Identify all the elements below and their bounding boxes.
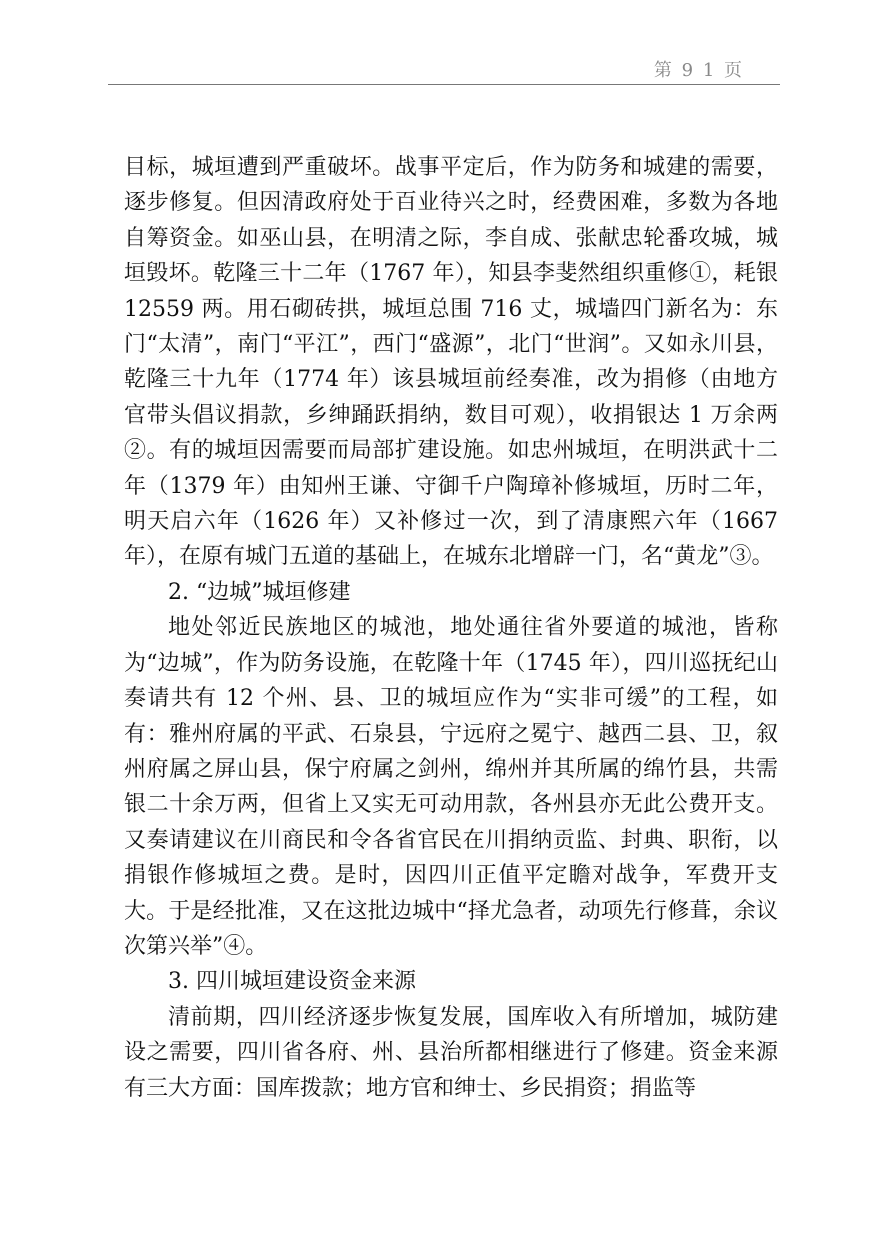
section-heading-3: 3. 四川城垣建设资金来源 <box>168 969 416 995</box>
paragraph-3: 清前期，四川经济逐步恢复发展，国库收入有所增加，城防建设之需要，四川省各府、州、县治所都相继进行了修建。资金来源有三大方面：国库拨款；地方官和绅士、乡民捐资；捐监等 <box>124 1004 778 1101</box>
paragraph-1: 目标，城垣遭到严重破坏。战事平定后，作为防务和城建的需要，逐步修复。但因清政府处于百业待兴之时，经费困难，多数为各地自筹资金。如巫山县，在明清之际，李自成、张献忠轮番攻城，城垣毁坏。乾隆三十二年（1767 年），知县李斐然组织重修①，耗银 12559 两。用石砌砖拱，城垣总围 716 丈，城墙四门新名为：东门“太清”，南门“平江”，西门“盛源”，北门“世润”。又如永川县，乾隆三十九年（1774 年）该县城垣前经奏准，改为捐修（由地方官带头倡议捐款，乡绅踊跃捐纳，数目可观），收捐银达 1 万余两②。有的城垣因需要而局部扩建设施。如忠州城垣，在明洪武十二年（1379 年）由知州王谦、守御千户陶璋补修城垣，历时二年，明天启六年（1626 年）又补修过一次，到了清康熙六年（1667 年），在原有城门五道的基础上，在城东北增辟一门，名“黄龙”③。 <box>124 155 778 570</box>
body-text <box>124 150 778 1106</box>
section-heading-2: 2. “边城”城垣修建 <box>168 579 351 605</box>
page-number: 第 9 1 页 <box>653 60 744 81</box>
page-header <box>108 54 780 85</box>
paragraph-2: 地处邻近民族地区的城池，地处通往省外要道的城池，皆称为“边城”，作为防务设施，在乾隆十年（1745 年），四川巡抚纪山奏请共有 12 个州、县、卫的城垣应作为“实非可缓”的工程，如有：雅州府属的平武、石泉县，宁远府之冕宁、越西二县、卫，叙州府属之屏山县，保宁府属之剑州，绵州并其所属的绵竹县，共需银二十余万两，但省上又实无可动用款，各州县亦无此公费开支。又奏请建议在川商民和令各省官民在川捐纳贡监、封典、职衔，以捐银作修城垣之费。是时，因四川正值平定瞻对战争，军费开支大。于是经批准，又在这批边城中“择尤急者，动项先行修葺，余议次第兴举”④。 <box>124 615 778 959</box>
